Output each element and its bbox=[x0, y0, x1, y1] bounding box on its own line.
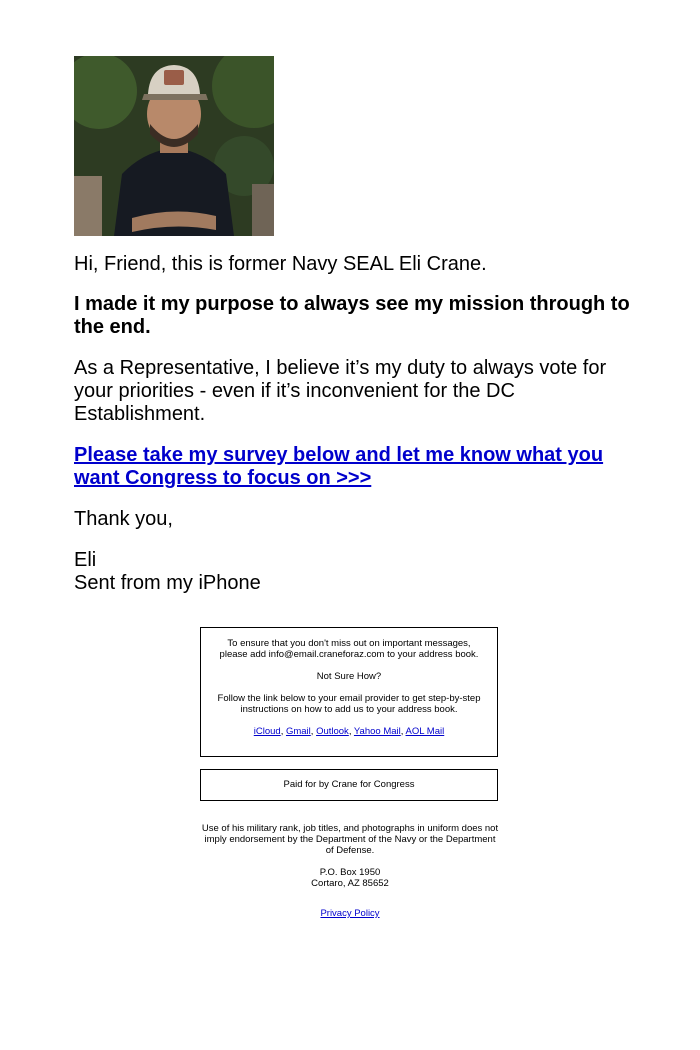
separator: , bbox=[280, 726, 286, 737]
representative-text: As a Representative, I believe it’s my duty to always vote for your priorities - even if it’s inconvenient for the DC Establishment. bbox=[74, 357, 607, 425]
eli-crane-photo bbox=[74, 56, 274, 236]
purpose-statement: I made it my purpose to always see my mission through to the end. bbox=[74, 293, 630, 338]
not-sure-text: Not Sure How? bbox=[316, 671, 382, 682]
privacy-policy-link[interactable]: Privacy Policy bbox=[320, 908, 380, 919]
signature-name: Eli bbox=[74, 549, 97, 571]
signature-sent-from: Sent from my iPhone bbox=[74, 572, 261, 594]
provider-links bbox=[215, 726, 483, 737]
survey-link[interactable]: Please take my survey below and let me know what you want Congress to focus on >>> bbox=[74, 444, 604, 489]
separator: , bbox=[310, 726, 317, 737]
provider-link-gmail[interactable]: Gmail bbox=[285, 726, 311, 737]
signature bbox=[74, 549, 630, 595]
paid-for-box bbox=[200, 769, 498, 801]
provider-link-aol[interactable]: AOL Mail bbox=[405, 726, 445, 737]
disclaimer bbox=[200, 823, 500, 900]
separator: , bbox=[348, 726, 354, 737]
provider-link-yahoo[interactable]: Yahoo Mail bbox=[353, 726, 401, 737]
follow-text: Follow the link below to your email provider to get step-by-step instructions on how to add us to your address book. bbox=[217, 693, 481, 715]
notice-text: To ensure that you don't miss out on important messages, please add info@email.craneforaz.com to your address book. bbox=[219, 638, 479, 660]
separator: , bbox=[400, 726, 406, 737]
provider-link-icloud[interactable]: iCloud bbox=[253, 726, 281, 737]
greeting-text: Hi, Friend, this is former Navy SEAL Eli Crane. bbox=[74, 253, 487, 275]
address-line-2: Cortaro, AZ 85652 bbox=[311, 878, 389, 889]
mailing-address bbox=[200, 867, 500, 889]
provider-link-outlook[interactable]: Outlook bbox=[316, 726, 349, 737]
address-line-1: P.O. Box 1950 bbox=[319, 867, 381, 878]
address-book-notice bbox=[200, 627, 498, 757]
paid-for-text: Paid for by Crane for Congress bbox=[283, 779, 415, 790]
disclaimer-text: Use of his military rank, job titles, and photographs in uniform does not imply endorsement by the Department of the Navy or the Department of Defense. bbox=[201, 823, 499, 856]
privacy-section bbox=[200, 908, 500, 919]
thanks-text: Thank you, bbox=[74, 508, 173, 530]
